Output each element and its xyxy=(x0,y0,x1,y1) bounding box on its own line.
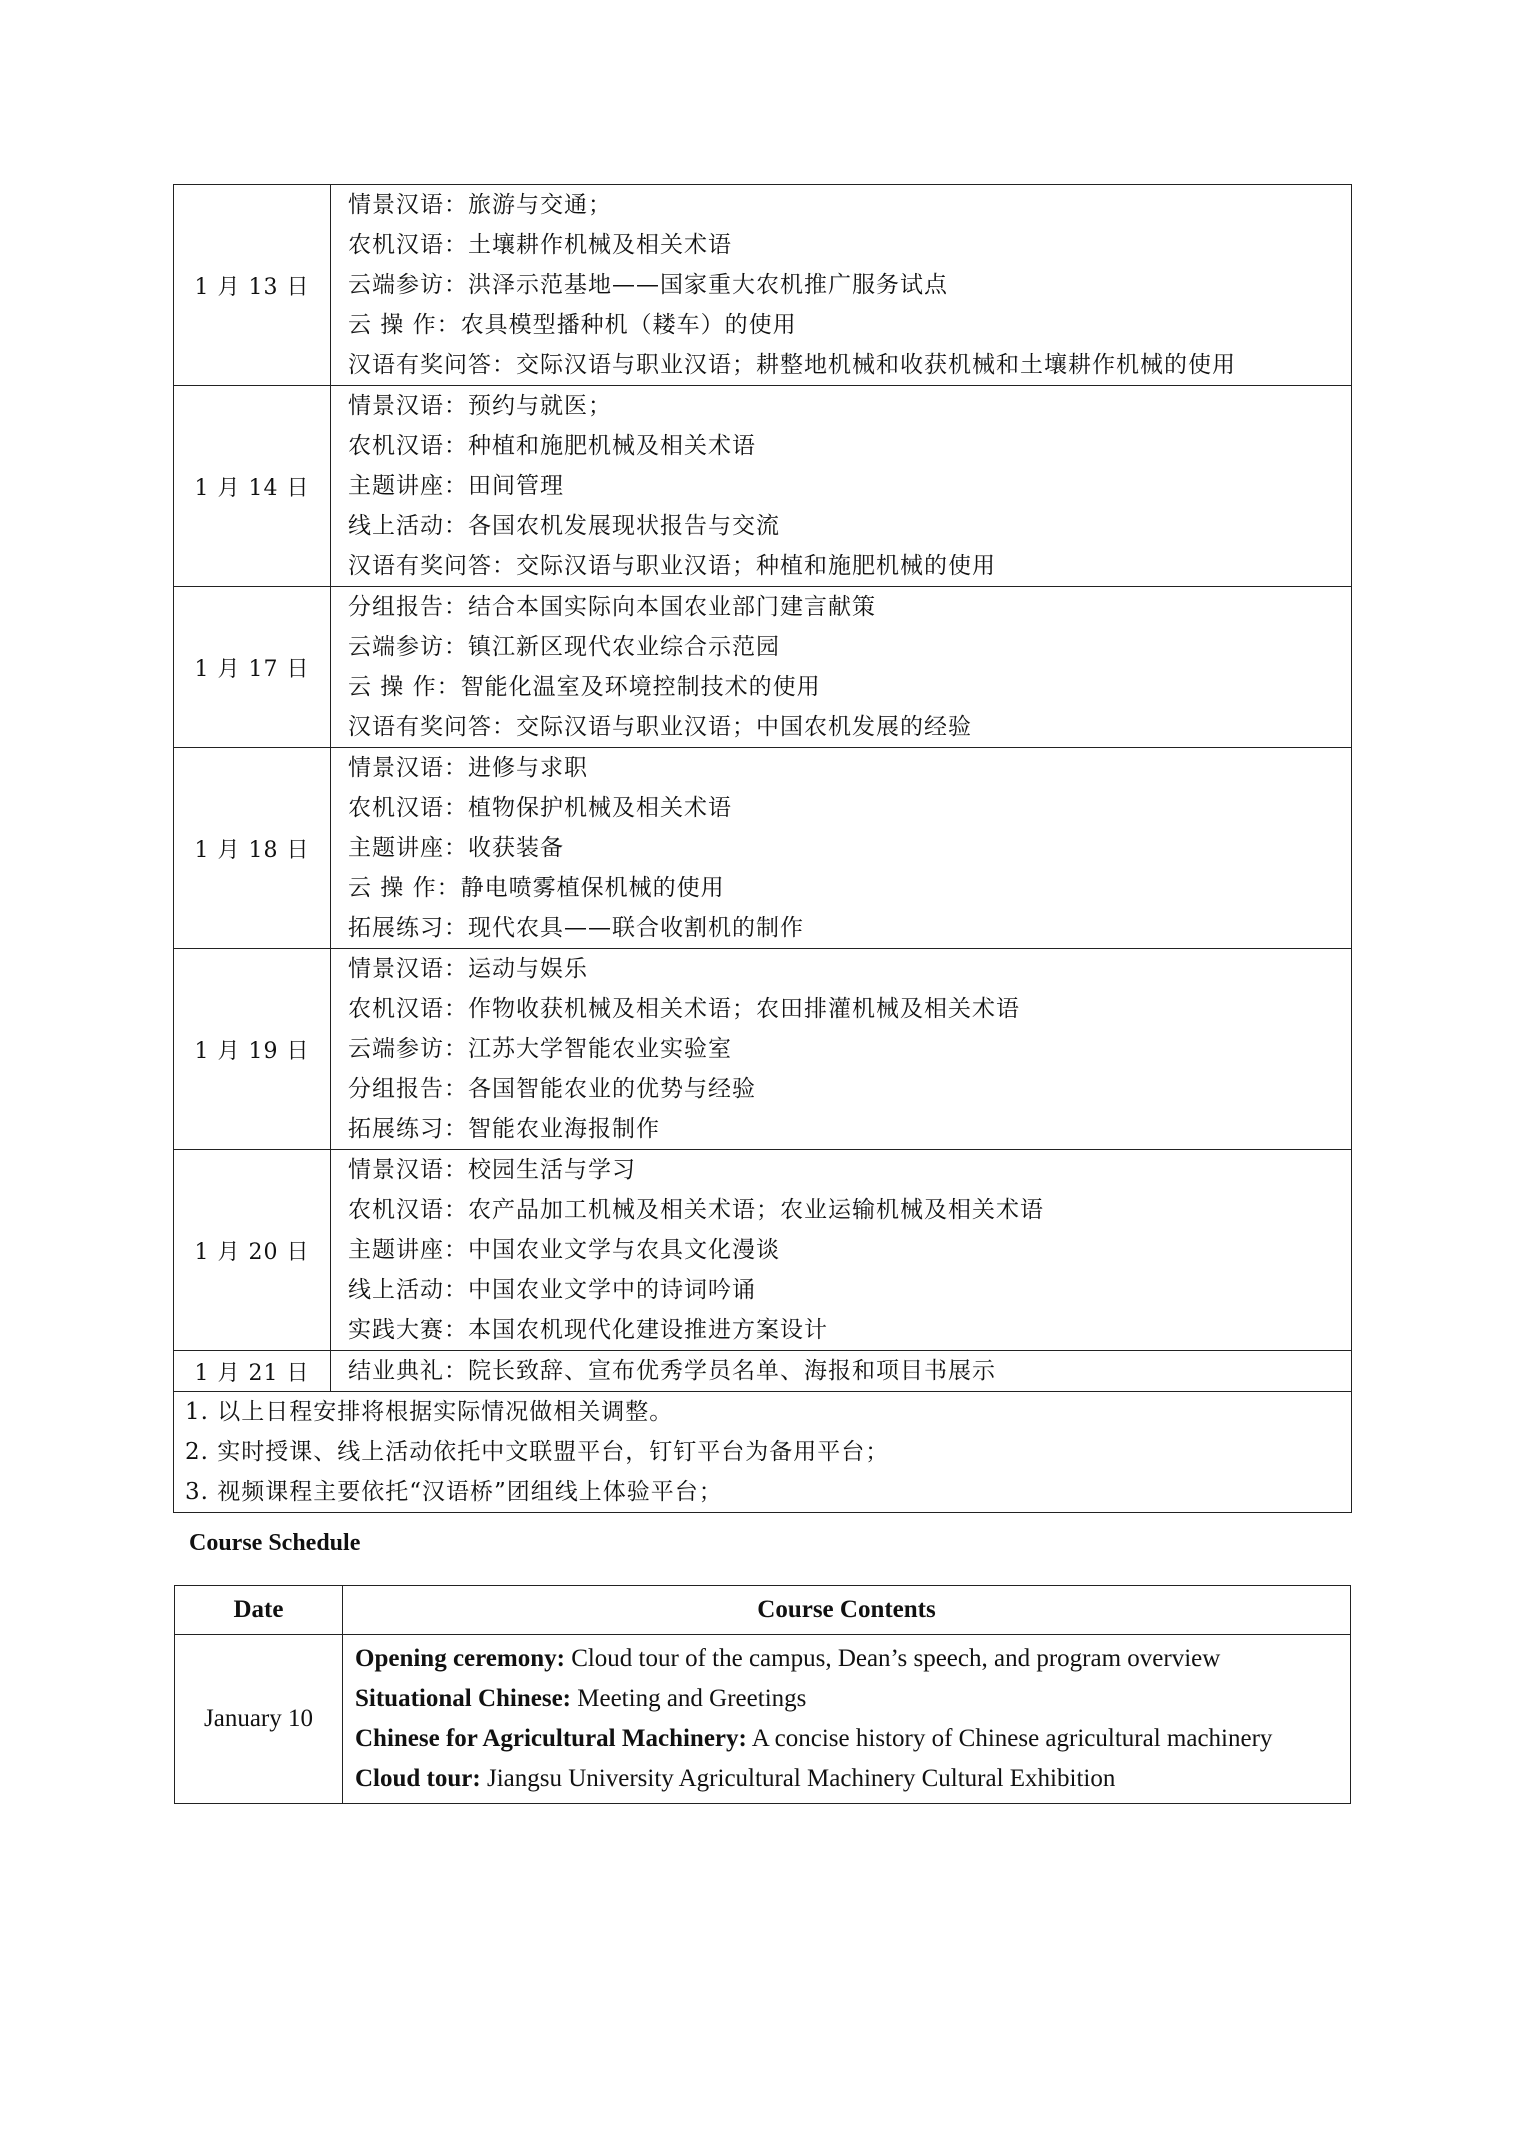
date-cell: 1 月 18 日 xyxy=(174,748,331,949)
chinese-schedule-table xyxy=(173,184,1352,1513)
table-row xyxy=(174,949,1352,1150)
schedule-item: 农机汉语：作物收获机械及相关术语；农田排灌机械及相关术语 xyxy=(348,996,1020,1022)
item-label: Cloud tour: xyxy=(355,1765,481,1792)
content-cell xyxy=(331,1351,1352,1392)
schedule-item: 主题讲座：收获装备 xyxy=(348,835,564,861)
schedule-item: 汉语有奖问答：交际汉语与职业汉语；中国农机发展的经验 xyxy=(348,714,972,740)
item-label: Situational Chinese: xyxy=(355,1685,572,1712)
schedule-item xyxy=(355,1759,1340,1799)
schedule-item: 农机汉语：土壤耕作机械及相关术语 xyxy=(348,232,732,258)
content-cell xyxy=(331,949,1352,1150)
item-label: Chinese for Agricultural Machinery: xyxy=(355,1725,747,1752)
item-text: Meeting and Greetings xyxy=(571,1685,807,1712)
table-row xyxy=(174,185,1352,386)
content-cell xyxy=(331,185,1352,386)
schedule-item: 拓展练习：智能农业海报制作 xyxy=(348,1116,660,1142)
date-cell: 1 月 19 日 xyxy=(174,949,331,1150)
date-cell: January 10 xyxy=(175,1635,343,1804)
schedule-item: 结业典礼：院长致辞、宣布优秀学员名单、海报和项目书展示 xyxy=(348,1358,996,1384)
schedule-item: 情景汉语：旅游与交通； xyxy=(348,192,612,218)
schedule-item: 主题讲座：中国农业文学与农具文化漫谈 xyxy=(348,1237,780,1263)
schedule-item: 农机汉语：农产品加工机械及相关术语；农业运输机械及相关术语 xyxy=(348,1197,1044,1223)
schedule-item: 汉语有奖问答：交际汉语与职业汉语；种植和施肥机械的使用 xyxy=(348,553,996,579)
date-cell: 1 月 13 日 xyxy=(174,185,331,386)
schedule-item xyxy=(355,1639,1340,1679)
contents-column-header: Course Contents xyxy=(343,1586,1351,1635)
note-item: 3. 视频课程主要依托“汉语桥”团组线上体验平台； xyxy=(185,1479,723,1505)
schedule-item: 拓展练习：现代农具——联合收割机的制作 xyxy=(348,915,804,941)
schedule-item: 情景汉语：预约与就医； xyxy=(348,393,612,419)
schedule-item: 云端参访：镇江新区现代农业综合示范园 xyxy=(348,634,780,660)
section-title: Course Schedule xyxy=(189,1530,361,1556)
schedule-item: 情景汉语：进修与求职 xyxy=(348,755,588,781)
content-cell xyxy=(331,1150,1352,1351)
schedule-item xyxy=(355,1679,1340,1719)
schedule-item: 云 操 作：智能化温室及环境控制技术的使用 xyxy=(348,674,821,700)
notes-row xyxy=(174,1392,1352,1513)
date-cell: 1 月 17 日 xyxy=(174,587,331,748)
date-column-header: Date xyxy=(175,1586,343,1635)
content-cell xyxy=(343,1635,1351,1804)
content-cell xyxy=(331,386,1352,587)
schedule-item: 汉语有奖问答：交际汉语与职业汉语；耕整地机械和收获机械和土壤耕作机械的使用 xyxy=(348,352,1236,378)
notes-cell xyxy=(174,1392,1352,1513)
item-text: A concise history of Chinese agricultural machinery xyxy=(746,1725,1273,1752)
schedule-item: 情景汉语：校园生活与学习 xyxy=(348,1157,636,1183)
schedule-item xyxy=(355,1719,1340,1759)
table-row xyxy=(174,1351,1352,1392)
table-row xyxy=(174,587,1352,748)
schedule-item: 主题讲座：田间管理 xyxy=(348,473,564,499)
schedule-item: 云 操 作：农具模型播种机（耧车）的使用 xyxy=(348,312,797,338)
item-text: Jiangsu University Agricultural Machinery Cultural Exhibition xyxy=(480,1765,1116,1792)
table-row xyxy=(175,1635,1351,1804)
date-cell: 1 月 20 日 xyxy=(174,1150,331,1351)
schedule-item: 线上活动：中国农业文学中的诗词吟诵 xyxy=(348,1277,756,1303)
date-cell: 1 月 14 日 xyxy=(174,386,331,587)
english-schedule-table xyxy=(174,1585,1351,1804)
schedule-item: 云端参访：江苏大学智能农业实验室 xyxy=(348,1036,732,1062)
table-row xyxy=(174,748,1352,949)
schedule-item: 云端参访：洪泽示范基地——国家重大农机推广服务试点 xyxy=(348,272,948,298)
schedule-item: 分组报告：结合本国实际向本国农业部门建言献策 xyxy=(348,594,876,620)
schedule-item: 线上活动：各国农机发展现状报告与交流 xyxy=(348,513,780,539)
table-row xyxy=(174,386,1352,587)
schedule-item: 云 操 作：静电喷雾植保机械的使用 xyxy=(348,875,725,901)
schedule-item: 实践大赛：本国农机现代化建设推进方案设计 xyxy=(348,1317,828,1343)
table-row xyxy=(174,1150,1352,1351)
note-item: 1. 以上日程安排将根据实际情况做相关调整。 xyxy=(185,1399,674,1425)
schedule-item: 农机汉语：植物保护机械及相关术语 xyxy=(348,795,732,821)
content-cell xyxy=(331,748,1352,949)
date-cell: 1 月 21 日 xyxy=(174,1351,331,1392)
item-label: Opening ceremony: xyxy=(355,1645,565,1672)
schedule-item: 农机汉语：种植和施肥机械及相关术语 xyxy=(348,433,756,459)
schedule-item: 情景汉语：运动与娱乐 xyxy=(348,956,588,982)
table-header-row xyxy=(175,1586,1351,1635)
note-item: 2. 实时授课、线上活动依托中文联盟平台，钉钉平台为备用平台； xyxy=(185,1439,890,1465)
content-cell xyxy=(331,587,1352,748)
item-text: Cloud tour of the campus, Dean’s speech, and program overview xyxy=(564,1645,1221,1672)
schedule-item: 分组报告：各国智能农业的优势与经验 xyxy=(348,1076,756,1102)
